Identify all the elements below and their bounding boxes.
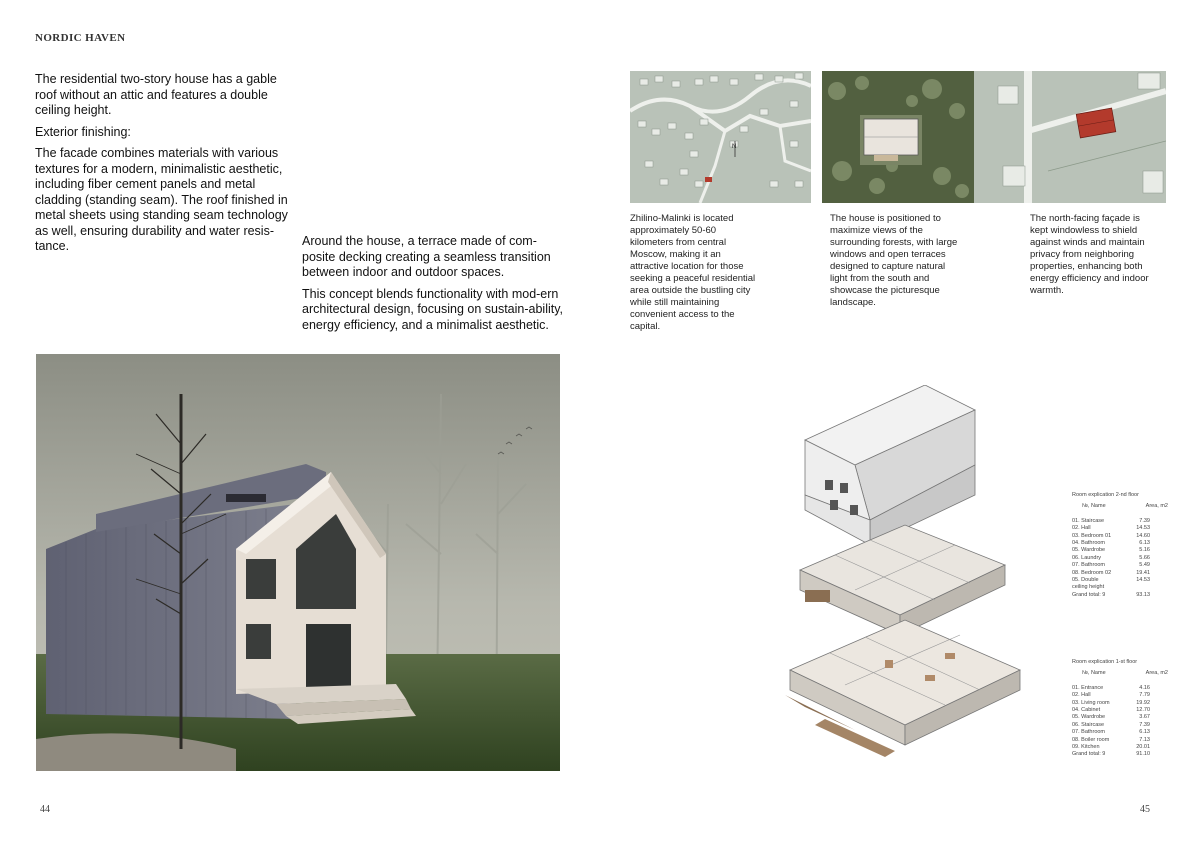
table-title: Room explication 1-st floor: [1072, 659, 1138, 665]
table-row-total: [1072, 751, 1168, 758]
room-name: ceiling height: [1072, 584, 1105, 591]
room-area: 14.53: [1136, 577, 1150, 584]
brand-title: NORDIC HAVEN: [35, 32, 126, 44]
room-name: 02. Hall: [1072, 525, 1091, 532]
concept-paragraph: This concept blends functionality with mod-ern architectural design, focusing on sustain-ability, energy efficiency, and a minimalist aesthetic.: [302, 286, 564, 332]
room-area: 5.66: [1139, 554, 1150, 561]
table-row: [1072, 584, 1168, 591]
terrace-paragraph: Around the house, a terrace made of com-posite decking creating a seamless transition between indoor and outdoor spaces.: [302, 234, 551, 279]
table-row: [1072, 714, 1168, 721]
caption-north-facade: The north-facing façade is kept windowless to shield against winds and maintain privacy from neighboring properties, enhancing both energy efficiency and indoor warmth.: [1030, 213, 1149, 296]
room-table-first-floor: [1072, 659, 1168, 759]
table-row: [1072, 555, 1168, 562]
room-name: Grand total: 9: [1072, 591, 1106, 598]
room-area: 12.70: [1136, 707, 1150, 714]
room-name: 06. Staircase: [1072, 721, 1105, 728]
room-area: 14.60: [1136, 532, 1150, 539]
table-row: [1072, 685, 1168, 692]
exterior-heading: Exterior finishing:: [35, 124, 131, 139]
room-name: 05. Double: [1072, 577, 1099, 584]
room-area: 93.13: [1136, 591, 1150, 598]
axonometric-exploded-drawing: [775, 385, 1075, 780]
room-table-second-floor: [1072, 492, 1168, 599]
facade-paragraph: The facade combines materials with various textures for a modern, minimalistic aesthetic, including fiber cement panels and metal cladding (standing seam). The roof finished in metal sheets using standing seam technology as well, ensuring durability and water resis-tance.: [35, 146, 288, 253]
room-area: 5.16: [1139, 547, 1150, 554]
room-name: 04. Bathroom: [1072, 540, 1106, 547]
room-name: Grand total: 9: [1072, 751, 1106, 758]
room-area: 19.41: [1136, 569, 1150, 576]
table-row: [1072, 700, 1168, 707]
room-area: 91.10: [1136, 751, 1150, 758]
room-name: 03. Bedroom 01: [1072, 532, 1112, 539]
col-name-header: №, Name: [1082, 670, 1106, 677]
table-row: [1072, 729, 1168, 736]
table-row: [1072, 722, 1168, 729]
room-name: 01. Staircase: [1072, 517, 1105, 524]
site-map-plot: [978, 71, 1166, 203]
table-row: [1072, 562, 1168, 569]
table-rows: [1072, 518, 1168, 599]
room-area: 20.01: [1136, 744, 1150, 751]
table-row: [1072, 577, 1168, 584]
room-name: 03. Living room: [1072, 699, 1110, 706]
room-name: 01. Entrance: [1072, 684, 1104, 691]
room-area: 4.16: [1139, 684, 1150, 691]
room-name: 09. Kitchen: [1072, 744, 1100, 751]
page-number-right: 45: [1140, 804, 1150, 815]
table-row: [1072, 737, 1168, 744]
room-area: 19.92: [1136, 699, 1150, 706]
col-name-header: №, Name: [1082, 503, 1106, 510]
caption-location: Zhilino-Malinki is located approximately 50-60 kilometers from central Moscow, making it an attractive location for those seeking a peaceful residential area outside the bustling city while still maintaining convenient access to the capital.: [630, 213, 756, 332]
table-row-total: [1072, 592, 1168, 599]
table-row: [1072, 744, 1168, 751]
table-header: [1072, 670, 1168, 677]
table-row: [1072, 547, 1168, 554]
room-area: 7.39: [1139, 517, 1150, 524]
room-area: [1150, 584, 1168, 591]
exterior-render-image: [36, 354, 560, 771]
room-name: 06. Laundry: [1072, 554, 1102, 561]
table-title: Room explication 2-nd floor: [1072, 492, 1139, 498]
room-area: 7.13: [1139, 736, 1150, 743]
room-name: 04. Cabinet: [1072, 707, 1101, 714]
site-map-village: [630, 71, 811, 203]
room-area: 5.49: [1139, 562, 1150, 569]
room-area: 7.39: [1139, 721, 1150, 728]
room-area: 3.67: [1139, 714, 1150, 721]
room-area: 7.79: [1139, 692, 1150, 699]
table-row: [1072, 570, 1168, 577]
col-area-header: Area, m2: [1145, 503, 1168, 510]
table-row: [1072, 540, 1168, 547]
room-area: 6.13: [1139, 540, 1150, 547]
room-name: 07. Bathroom: [1072, 729, 1106, 736]
caption-orientation: The house is positioned to maximize views of the surrounding forests, with large windows and open terraces designed to capture natural light from the south and showcase the picturesque landscape.: [830, 213, 958, 308]
table-header: [1072, 503, 1168, 510]
table-row: [1072, 707, 1168, 714]
page-number-left: 44: [40, 804, 50, 815]
site-map-aerial: [822, 71, 1003, 203]
table-row: [1072, 533, 1168, 540]
table-rows: [1072, 685, 1168, 759]
room-area: 6.13: [1139, 729, 1150, 736]
room-name: 05. Wardrobe: [1072, 547, 1106, 554]
room-name: 08. Bedroom 02: [1072, 569, 1112, 576]
table-row: [1072, 692, 1168, 699]
left-text-column: [35, 72, 297, 261]
middle-text-column: [302, 234, 564, 339]
room-name: 02. Hall: [1072, 692, 1091, 699]
room-name: 07. Bathroom: [1072, 562, 1106, 569]
room-name: 05. Wardrobe: [1072, 714, 1106, 721]
table-row: [1072, 518, 1168, 525]
room-name: 08. Boiler room: [1072, 736, 1110, 743]
room-area: 14.53: [1136, 525, 1150, 532]
north-label: N: [732, 144, 737, 150]
intro-paragraph: The residential two-story house has a gable roof without an attic and features a double ceiling height.: [35, 72, 277, 117]
col-area-header: Area, m2: [1145, 670, 1168, 677]
table-row: [1072, 525, 1168, 532]
